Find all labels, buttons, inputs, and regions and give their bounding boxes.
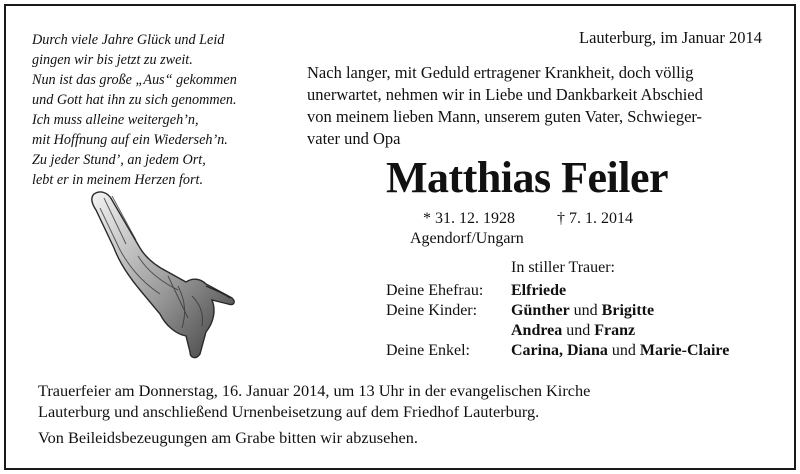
child-name: Brigitte (601, 302, 655, 319)
death-date: † 7. 1. 2014 (557, 210, 633, 227)
intro-text (307, 62, 765, 150)
child-name: Günther (511, 302, 570, 319)
poem-line: Nun ist das große „Aus“ gekommen (32, 72, 237, 88)
funeral-notice (38, 380, 778, 422)
child-name: Andrea (511, 322, 563, 339)
child-name: Franz (594, 322, 636, 339)
wife-name (511, 282, 566, 300)
wife-name-text: Elfriede (511, 282, 567, 299)
and-word: und (611, 342, 636, 359)
condolence-note: Von Beileidsbezeugungen am Grabe bitten wir abzusehen. (38, 428, 418, 447)
mourners-heading: In stiller Trauer: (511, 259, 615, 276)
children-label: Deine Kinder: (386, 302, 478, 319)
and-word: und (573, 302, 598, 319)
children-line-2 (511, 322, 635, 340)
poem-line: Ich muss alleine weitergeh’n, (32, 112, 199, 128)
birthplace: Agendorf/Ungarn (410, 230, 524, 247)
and-word: und (566, 322, 591, 339)
poem-line: Durch viele Jahre Glück und Leid (32, 32, 225, 48)
poem-line: Zu jeder Stund’, an jedem Ort, (32, 152, 206, 168)
poem-line: mit Hoffnung auf ein Wiederseh’n. (32, 132, 228, 148)
intro-line: von meinem lieben Mann, unserem guten Vater, Schwieger- (307, 107, 703, 126)
praying-hands-icon (82, 186, 242, 361)
poem (32, 30, 294, 190)
birth-date: * 31. 12. 1928 (423, 210, 515, 227)
intro-line: unerwartet, nehmen wir in Liebe und Dankbarkeit Abschied (307, 85, 703, 104)
grandchildren-label: Deine Enkel: (386, 342, 470, 359)
grandchild-names: Carina, Diana (511, 342, 608, 359)
funeral-line: Trauerfeier am Donnerstag, 16. Januar 2014, um 13 Uhr in der evangelischen Kirche (38, 381, 591, 400)
grandchildren-line (511, 342, 729, 360)
intro-line: Nach langer, mit Geduld ertragener Krankheit, doch völlig (307, 63, 694, 82)
poem-line: gingen wir bis jetzt zu zweit. (32, 52, 193, 68)
intro-line: vater und Opa (307, 129, 401, 148)
poem-line: und Gott hat ihn zu sich genommen. (32, 92, 237, 108)
funeral-line: Lauterburg und anschließend Urnenbeisetzung auf dem Friedhof Lauterburg. (38, 402, 540, 421)
children-line-1 (511, 302, 654, 320)
dateline: Lauterburg, im Januar 2014 (579, 28, 762, 47)
grandchild-name: Marie-Claire (639, 342, 730, 359)
wife-label: Deine Ehefrau: (386, 282, 484, 299)
deceased-name: Matthias Feiler (386, 153, 669, 202)
poem-line: lebt er in meinem Herzen fort. (32, 172, 204, 188)
